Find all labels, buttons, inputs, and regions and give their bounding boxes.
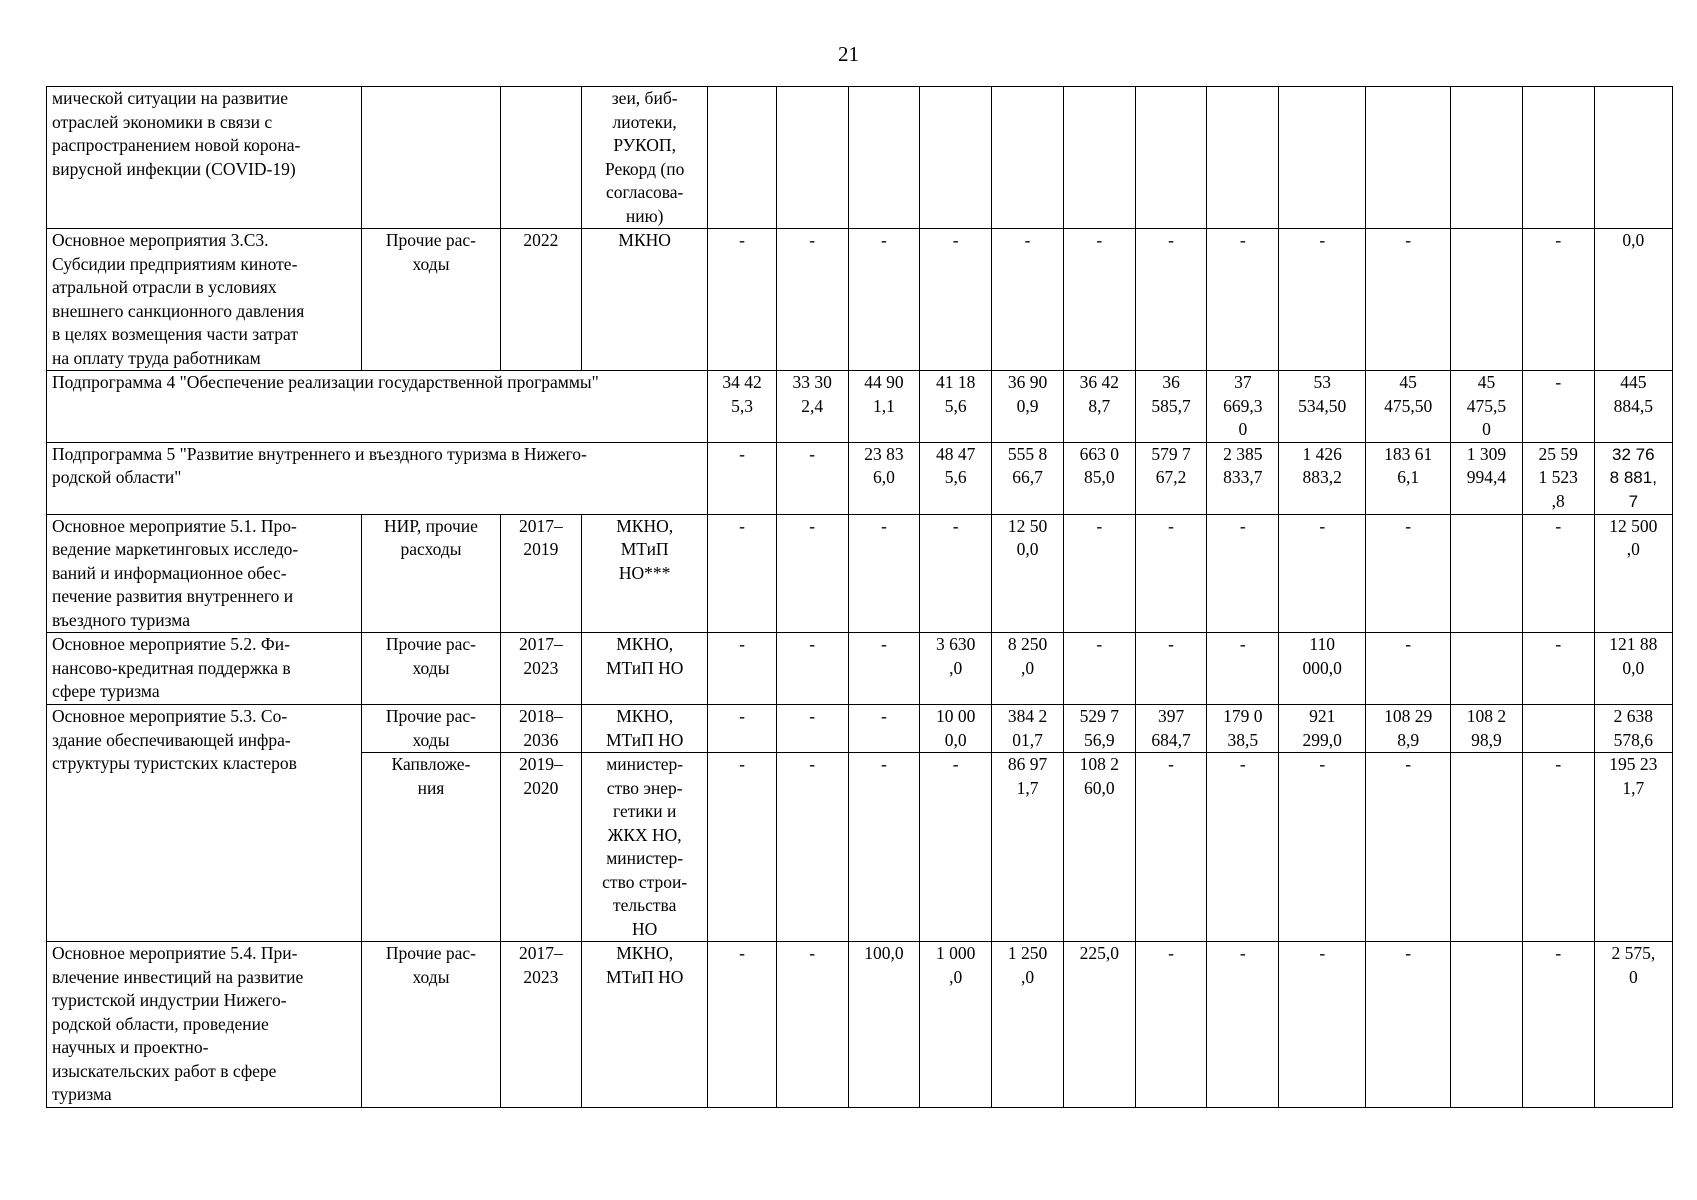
value-cell: - (1063, 514, 1135, 633)
value-cell (992, 87, 1064, 229)
value-cell (1594, 87, 1672, 229)
value-cell: 179 0 38,5 (1207, 705, 1279, 753)
value-cell: 921 299,0 (1279, 705, 1366, 753)
value-cell (1451, 87, 1523, 229)
event-name: Основное мероприятие 5.3. Со- здание обеспечивающей инфра- структуры туристских кластеров (47, 705, 362, 942)
value-cell: - (1366, 514, 1451, 633)
value-cell: 10 00 0,0 (920, 705, 992, 753)
value-cell: 12 500 ,0 (1594, 514, 1672, 633)
value-cell: 384 2 01,7 (992, 705, 1064, 753)
years: 2017– 2019 (500, 514, 582, 633)
table-row (47, 705, 1673, 753)
value-cell: - (1366, 229, 1451, 371)
value-cell: 23 83 6,0 (848, 442, 920, 514)
value-cell: 48 47 5,6 (920, 442, 992, 514)
value-cell: 41 18 5,6 (920, 371, 992, 443)
years: 2017– 2023 (500, 942, 582, 1108)
executor: МКНО, МТиП НО (582, 705, 708, 753)
value-cell: 121 88 0,0 (1594, 633, 1672, 705)
value-cell: - (708, 633, 777, 705)
value-cell: - (1063, 229, 1135, 371)
value-cell: 86 97 1,7 (992, 753, 1064, 942)
value-cell: 108 2 60,0 (1063, 753, 1135, 942)
value-cell: - (1366, 942, 1451, 1108)
value-cell: 36 42 8,7 (1063, 371, 1135, 443)
executor: МКНО, МТиП НО*** (582, 514, 708, 633)
event-name: Основное мероприятие 5.4. При- влечение инвестиций на развитие туристской индустрии Нижего- родской области, проведение научных и проектно- изыскательских работ в сфере туризма (47, 942, 362, 1108)
value-cell: 8 250 ,0 (992, 633, 1064, 705)
value-cell: - (708, 942, 777, 1108)
value-cell: 1 000 ,0 (920, 942, 992, 1108)
value-cell (708, 87, 777, 229)
value-cell: - (848, 705, 920, 753)
value-cell: - (1063, 633, 1135, 705)
table-row (47, 229, 1673, 371)
value-cell: - (1279, 753, 1366, 942)
years: 2019– 2020 (500, 753, 582, 942)
value-cell: - (848, 753, 920, 942)
value-cell: 1 309 994,4 (1451, 442, 1523, 514)
value-cell: 44 90 1,1 (848, 371, 920, 443)
value-cell: 579 7 67,2 (1135, 442, 1207, 514)
value-cell: 25 59 1 523 ,8 (1522, 442, 1594, 514)
value-cell (848, 87, 920, 229)
value-cell: 45 475,50 (1366, 371, 1451, 443)
value-cell: 1 250 ,0 (992, 942, 1064, 1108)
value-cell: 2 638 578,6 (1594, 705, 1672, 753)
expense-type: Капвложе- ния (362, 753, 500, 942)
value-cell: 12 50 0,0 (992, 514, 1064, 633)
value-cell: 183 61 6,1 (1366, 442, 1451, 514)
value-cell: 0,0 (1594, 229, 1672, 371)
expense-type (362, 87, 500, 229)
value-cell (1135, 87, 1207, 229)
value-cell: 1 426 883,2 (1279, 442, 1366, 514)
value-cell: - (920, 514, 992, 633)
value-cell: - (708, 442, 777, 514)
value-cell: - (1522, 371, 1594, 443)
event-name: Основное мероприятие 5.1. Про- ведение маркетинговых исследо- ваний и информационное обес- печение развития внутреннего и въездного туризма (47, 514, 362, 633)
expense-type: Прочие рас- ходы (362, 942, 500, 1108)
event-name: мической ситуации на развитие отраслей экономики в связи с распространением новой корона- вирусной инфекции (COVID-19) (47, 87, 362, 229)
value-cell: 32 76 8 881, 7 (1594, 442, 1672, 514)
years (500, 87, 582, 229)
value-cell: 53 534,50 (1279, 371, 1366, 443)
page-number: 21 (838, 42, 859, 66)
value-cell: 397 684,7 (1135, 705, 1207, 753)
value-cell: - (776, 942, 848, 1108)
table-row (47, 942, 1673, 1108)
value-cell: 33 30 2,4 (776, 371, 848, 443)
executor: МКНО, МТиП НО (582, 633, 708, 705)
value-cell: 36 90 0,9 (992, 371, 1064, 443)
value-cell (1451, 514, 1523, 633)
value-cell: - (776, 442, 848, 514)
expense-type: НИР, прочие расходы (362, 514, 500, 633)
value-cell: 445 884,5 (1594, 371, 1672, 443)
value-cell: - (708, 753, 777, 942)
value-cell: - (1135, 753, 1207, 942)
value-cell: - (776, 229, 848, 371)
value-cell: - (848, 514, 920, 633)
value-cell (1366, 87, 1451, 229)
value-cell (1279, 87, 1366, 229)
value-cell: - (1279, 229, 1366, 371)
value-cell: 36 585,7 (1135, 371, 1207, 443)
value-cell: 225,0 (1063, 942, 1135, 1108)
value-cell (776, 87, 848, 229)
table-row (47, 633, 1673, 705)
value-cell: 529 7 56,9 (1063, 705, 1135, 753)
value-cell: 45 475,5 0 (1451, 371, 1523, 443)
value-cell: - (776, 705, 848, 753)
value-cell: - (1522, 514, 1594, 633)
value-cell: 34 42 5,3 (708, 371, 777, 443)
value-cell: - (1522, 753, 1594, 942)
expense-type: Прочие рас- ходы (362, 633, 500, 705)
subprogram-title: Подпрограмма 5 "Развитие внутреннего и въездного туризма в Нижего- родской области" (47, 442, 708, 514)
value-cell: 108 2 98,9 (1451, 705, 1523, 753)
value-cell (1451, 942, 1523, 1108)
value-cell: - (1207, 753, 1279, 942)
value-cell: 108 29 8,9 (1366, 705, 1451, 753)
value-cell: - (1207, 514, 1279, 633)
value-cell: - (708, 514, 777, 633)
value-cell: - (1135, 514, 1207, 633)
years: 2022 (500, 229, 582, 371)
budget-table (46, 86, 1673, 1108)
value-cell: - (708, 705, 777, 753)
value-cell (1451, 753, 1523, 942)
value-cell (1063, 87, 1135, 229)
subprogram-row (47, 442, 1673, 514)
years: 2017– 2023 (500, 633, 582, 705)
value-cell: - (1522, 229, 1594, 371)
value-cell: - (776, 514, 848, 633)
value-cell (1451, 229, 1523, 371)
value-cell: - (848, 633, 920, 705)
years: 2018– 2036 (500, 705, 582, 753)
value-cell: - (1207, 633, 1279, 705)
value-cell: - (920, 229, 992, 371)
value-cell: - (1135, 229, 1207, 371)
value-cell (1451, 633, 1523, 705)
value-cell: - (1366, 753, 1451, 942)
value-cell: - (708, 229, 777, 371)
value-cell (1522, 705, 1594, 753)
value-cell: - (992, 229, 1064, 371)
value-cell: - (1207, 229, 1279, 371)
value-cell (1207, 87, 1279, 229)
value-cell: - (1522, 633, 1594, 705)
event-name: Основное мероприятие 5.2. Фи- нансово-кредитная поддержка в сфере туризма (47, 633, 362, 705)
value-cell: 2 575, 0 (1594, 942, 1672, 1108)
value-cell (920, 87, 992, 229)
value-cell: 3 630 ,0 (920, 633, 992, 705)
value-cell: 37 669,3 0 (1207, 371, 1279, 443)
value-cell: - (1279, 514, 1366, 633)
value-cell: 663 0 85,0 (1063, 442, 1135, 514)
value-cell: - (848, 229, 920, 371)
expense-type: Прочие рас- ходы (362, 705, 500, 753)
executor: министер- ство энер- гетики и ЖКХ НО, министер- ство строи- тельства НО (582, 753, 708, 942)
value-cell (1522, 87, 1594, 229)
value-cell: 195 23 1,7 (1594, 753, 1672, 942)
event-name: Основное мероприятия 3.С3. Субсидии предприятиям кинотe- атральной отрасли в условиях внешнего санкционного давления в целях возмещения части затрат на оплату труда работникам (47, 229, 362, 371)
executor: МКНО, МТиП НО (582, 942, 708, 1108)
value-cell: - (1207, 942, 1279, 1108)
value-cell: - (1135, 942, 1207, 1108)
value-cell: - (920, 753, 992, 942)
executor: зеи, биб- лиотеки, РУКОП, Рекорд (по согласова- нию) (582, 87, 708, 229)
value-cell: - (1135, 633, 1207, 705)
value-cell: 110 000,0 (1279, 633, 1366, 705)
table-row (47, 514, 1673, 633)
subprogram-row (47, 371, 1673, 443)
value-cell: - (1279, 942, 1366, 1108)
value-cell: - (776, 753, 848, 942)
value-cell: - (1522, 942, 1594, 1108)
value-cell: 555 8 66,7 (992, 442, 1064, 514)
value-cell: 100,0 (848, 942, 920, 1108)
value-cell: 2 385 833,7 (1207, 442, 1279, 514)
table-row (47, 87, 1673, 229)
value-cell: - (776, 633, 848, 705)
expense-type: Прочие рас- ходы (362, 229, 500, 371)
executor: МКНО (582, 229, 708, 371)
subprogram-title: Подпрограмма 4 "Обеспечение реализации государственной программы" (47, 371, 708, 443)
value-cell: - (1366, 633, 1451, 705)
